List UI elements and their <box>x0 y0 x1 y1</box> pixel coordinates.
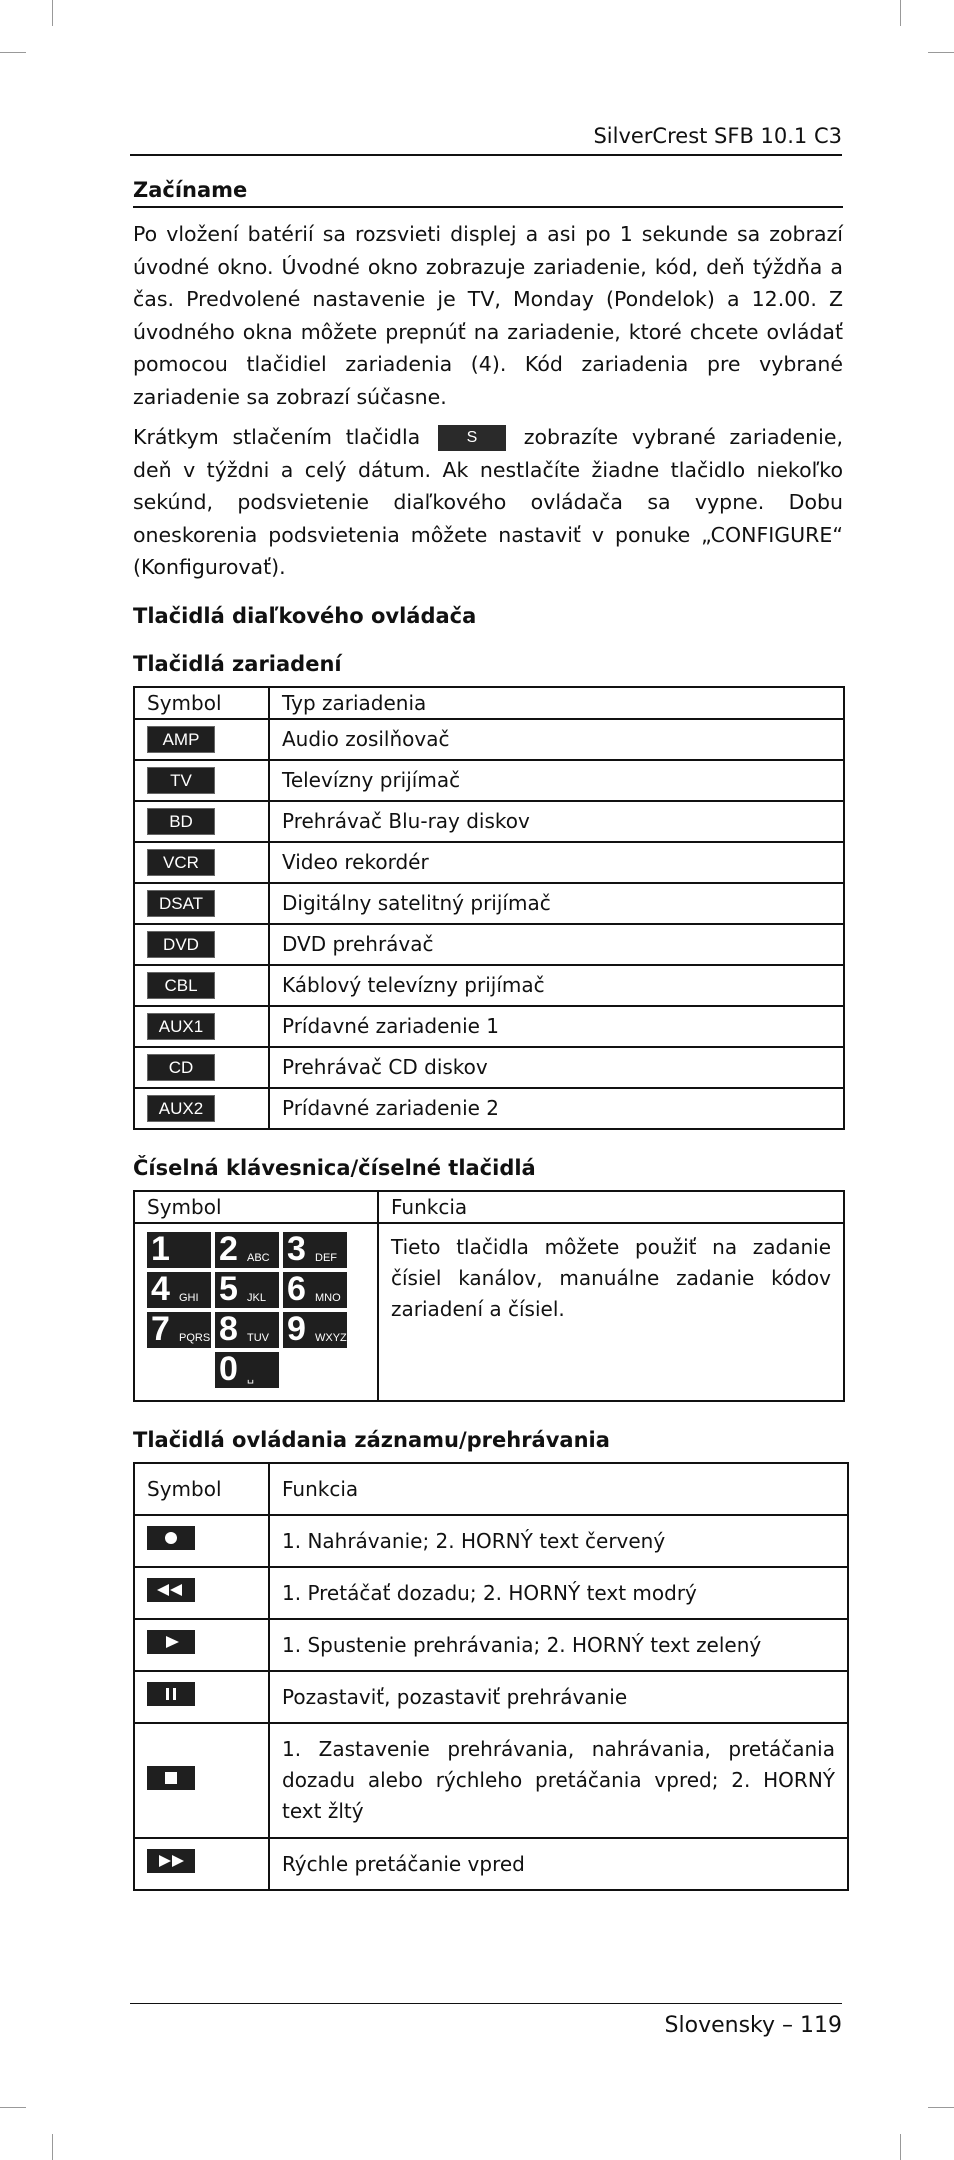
device-desc: Prehrávač Blu-ray diskov <box>269 801 844 842</box>
s-key-icon: S <box>438 425 506 451</box>
device-key-icon: BD <box>147 808 215 835</box>
device-desc: DVD prehrávač <box>269 924 844 965</box>
record-key-cell <box>134 1671 269 1723</box>
device-desc: Káblový televízny prijímač <box>269 965 844 1006</box>
device-key-cell <box>134 842 269 883</box>
table-row <box>134 1619 848 1671</box>
device-key-cell <box>134 801 269 842</box>
crop-mark <box>900 2134 901 2160</box>
table-row <box>134 965 844 1006</box>
rewind-icon <box>147 1578 195 1602</box>
device-key-icon: DSAT <box>147 890 215 917</box>
numeric-table <box>133 1190 845 1402</box>
col-type-header: Typ zariadenia <box>269 687 844 719</box>
table-header-row <box>134 687 844 719</box>
device-key-cell <box>134 1088 269 1129</box>
device-key-cell <box>134 719 269 760</box>
device-key-cell <box>134 965 269 1006</box>
device-desc: Prídavné zariadenie 2 <box>269 1088 844 1129</box>
digit: 9 <box>287 1309 306 1348</box>
pause-icon <box>147 1682 195 1706</box>
record-desc: Rýchle pretáčanie vpred <box>269 1838 848 1890</box>
record-desc: 1. Spustenie prehrávania; 2. HORNÝ text zelený <box>269 1619 848 1671</box>
s-key-text-before: Krátkym stlačením tlačidla <box>133 425 421 449</box>
digit-letters: JKL <box>247 1291 266 1304</box>
device-desc: Prehrávač CD diskov <box>269 1047 844 1088</box>
devices-table <box>133 686 845 1130</box>
table-row <box>134 1671 848 1723</box>
keypad-row <box>147 1309 357 1348</box>
digit: 6 <box>287 1269 306 1308</box>
device-key-cell <box>134 1047 269 1088</box>
crop-mark <box>52 0 53 26</box>
device-desc: Audio zosilňovač <box>269 719 844 760</box>
digit-letters: ␣ <box>247 1371 254 1384</box>
digit-letters: ABC <box>247 1251 270 1264</box>
record-key-cell <box>134 1515 269 1567</box>
digit-key-icon <box>147 1269 211 1308</box>
digit-key-icon <box>215 1269 279 1308</box>
table-header-row <box>134 1463 848 1515</box>
stop-icon <box>147 1766 195 1790</box>
table-row <box>134 842 844 883</box>
devices-heading: Tlačidlá zariadení <box>133 651 342 676</box>
table-row <box>134 760 844 801</box>
record-desc: Pozastaviť, pozastaviť prehrávanie <box>269 1671 848 1723</box>
table-row <box>134 1223 844 1401</box>
digit: 4 <box>151 1269 170 1308</box>
col-symbol-header: Symbol <box>134 1463 269 1515</box>
table-row <box>134 1838 848 1890</box>
device-key-icon: TV <box>147 767 215 794</box>
digit: 5 <box>219 1269 238 1308</box>
crop-mark <box>928 2107 954 2108</box>
digit-letters: TUV <box>247 1331 269 1344</box>
table-header-row <box>134 1191 844 1223</box>
digit-key-icon <box>283 1309 347 1348</box>
record-desc: 1. Zastavenie prehrávania, nahrávania, pretáčania dozadu alebo rýchleho pretáčania vpred; 2. HORNÝ text žltý <box>269 1723 848 1838</box>
device-desc: Video rekordér <box>269 842 844 883</box>
table-row <box>134 719 844 760</box>
digit: 3 <box>287 1229 306 1268</box>
digit: 2 <box>219 1229 238 1268</box>
digit: 7 <box>151 1309 170 1348</box>
record-key-cell <box>134 1619 269 1671</box>
keypad-row <box>147 1349 357 1388</box>
device-key-icon: CD <box>147 1054 215 1081</box>
table-row <box>134 924 844 965</box>
device-key-icon: CBL <box>147 972 215 999</box>
device-key-cell <box>134 1006 269 1047</box>
page-footer: Slovensky – 119 <box>130 2003 842 2038</box>
digit: 1 <box>151 1229 170 1268</box>
keypad-row <box>147 1269 357 1308</box>
play-icon <box>147 1630 195 1654</box>
page-header: SilverCrest SFB 10.1 C3 <box>130 124 842 156</box>
intro-paragraph: Po vložení batérií sa rozsvieti displej a asi po 1 sekunde sa zobrazí úvodné okno. Úvodné okno zobrazuje zariadenie, kód, deň týždňa a čas. Predvolené nastavenie je TV, Monday (Pondelok) a 12.00. Z úvodného okna môžete prepnúť na zariadenie, ktoré chcete ovládať pomocou tlačidiel zariadenia (4). Kód zariadenia pre vybrané zariadenie sa zobrazí súčasne. <box>133 222 843 409</box>
table-row <box>134 801 844 842</box>
digit-letters: WXYZ <box>315 1331 347 1344</box>
record-key-cell <box>134 1723 269 1838</box>
digit-letters: MNO <box>315 1291 341 1304</box>
digit-letters: GHI <box>179 1291 199 1304</box>
s-key-paragraph <box>133 421 843 584</box>
crop-mark <box>0 2107 26 2108</box>
record-icon <box>147 1526 195 1550</box>
device-desc: Televízny prijímač <box>269 760 844 801</box>
numeric-heading: Číselná klávesnica/číselné tlačidlá <box>133 1155 536 1180</box>
crop-mark <box>52 2134 53 2160</box>
page-content <box>133 178 843 1891</box>
device-key-cell <box>134 924 269 965</box>
table-row <box>134 883 844 924</box>
crop-mark <box>928 52 954 53</box>
section-heading-start: Začíname <box>133 178 843 208</box>
record-table-body <box>134 1515 848 1890</box>
table-row <box>134 1567 848 1619</box>
digit: 8 <box>219 1309 238 1348</box>
numeric-keypad-cell <box>134 1223 378 1401</box>
device-desc: Prídavné zariadenie 1 <box>269 1006 844 1047</box>
digit-key-icon <box>283 1269 347 1308</box>
crop-mark <box>0 52 26 53</box>
record-heading: Tlačidlá ovládania záznamu/prehrávania <box>133 1427 610 1452</box>
table-row <box>134 1723 848 1838</box>
device-desc: Digitálny satelitný prijímač <box>269 883 844 924</box>
section-heading-buttons: Tlačidlá diaľkového ovládača <box>133 603 477 628</box>
device-key-cell <box>134 760 269 801</box>
crop-mark <box>900 0 901 26</box>
device-key-icon: VCR <box>147 849 215 876</box>
digit-key-icon <box>215 1309 279 1348</box>
devices-table-body <box>134 719 844 1129</box>
digit-letters: PQRS <box>179 1331 211 1344</box>
table-row <box>134 1006 844 1047</box>
numeric-desc: Tieto tlačidla môžete použiť na zadanie čísiel kanálov, manuálne zadanie kódov zariadení a čísiel. <box>378 1223 844 1401</box>
digit-key-icon <box>215 1229 279 1268</box>
col-function-header: Funkcia <box>378 1191 844 1223</box>
record-table <box>133 1462 849 1891</box>
table-row <box>134 1047 844 1088</box>
record-key-cell <box>134 1567 269 1619</box>
record-key-cell <box>134 1838 269 1890</box>
col-function-header: Funkcia <box>269 1463 848 1515</box>
digit-key-icon <box>283 1229 347 1268</box>
col-symbol-header: Symbol <box>134 687 269 719</box>
device-key-icon: AUX2 <box>147 1095 215 1122</box>
digit-key-icon <box>215 1349 279 1388</box>
device-key-cell <box>134 883 269 924</box>
digit-key-icon <box>147 1229 211 1268</box>
fast-forward-icon <box>147 1849 195 1873</box>
device-key-icon: AUX1 <box>147 1013 215 1040</box>
numeric-keypad-icon <box>147 1229 357 1388</box>
s-key-text-after: zobrazíte vybrané zariadenie, deň v týždni a celý dátum. Ak nestlačíte žiadne tlačidlo niekoľko sekúnd, podsvietenie diaľkového ovládača sa vypne. Dobu oneskorenia podsvietenia môžete nastaviť v ponuke „CONFIGURE“ (Konfigurovať). <box>133 425 843 579</box>
table-row <box>134 1515 848 1567</box>
col-symbol-header: Symbol <box>134 1191 378 1223</box>
digit-key-icon <box>147 1309 211 1348</box>
keypad-row <box>147 1229 357 1268</box>
record-desc: 1. Pretáčať dozadu; 2. HORNÝ text modrý <box>269 1567 848 1619</box>
digit: 0 <box>219 1349 238 1388</box>
table-row <box>134 1088 844 1129</box>
device-key-icon: DVD <box>147 931 215 958</box>
record-desc: 1. Nahrávanie; 2. HORNÝ text červený <box>269 1515 848 1567</box>
device-key-icon: AMP <box>147 726 215 753</box>
digit-letters: DEF <box>315 1251 337 1264</box>
